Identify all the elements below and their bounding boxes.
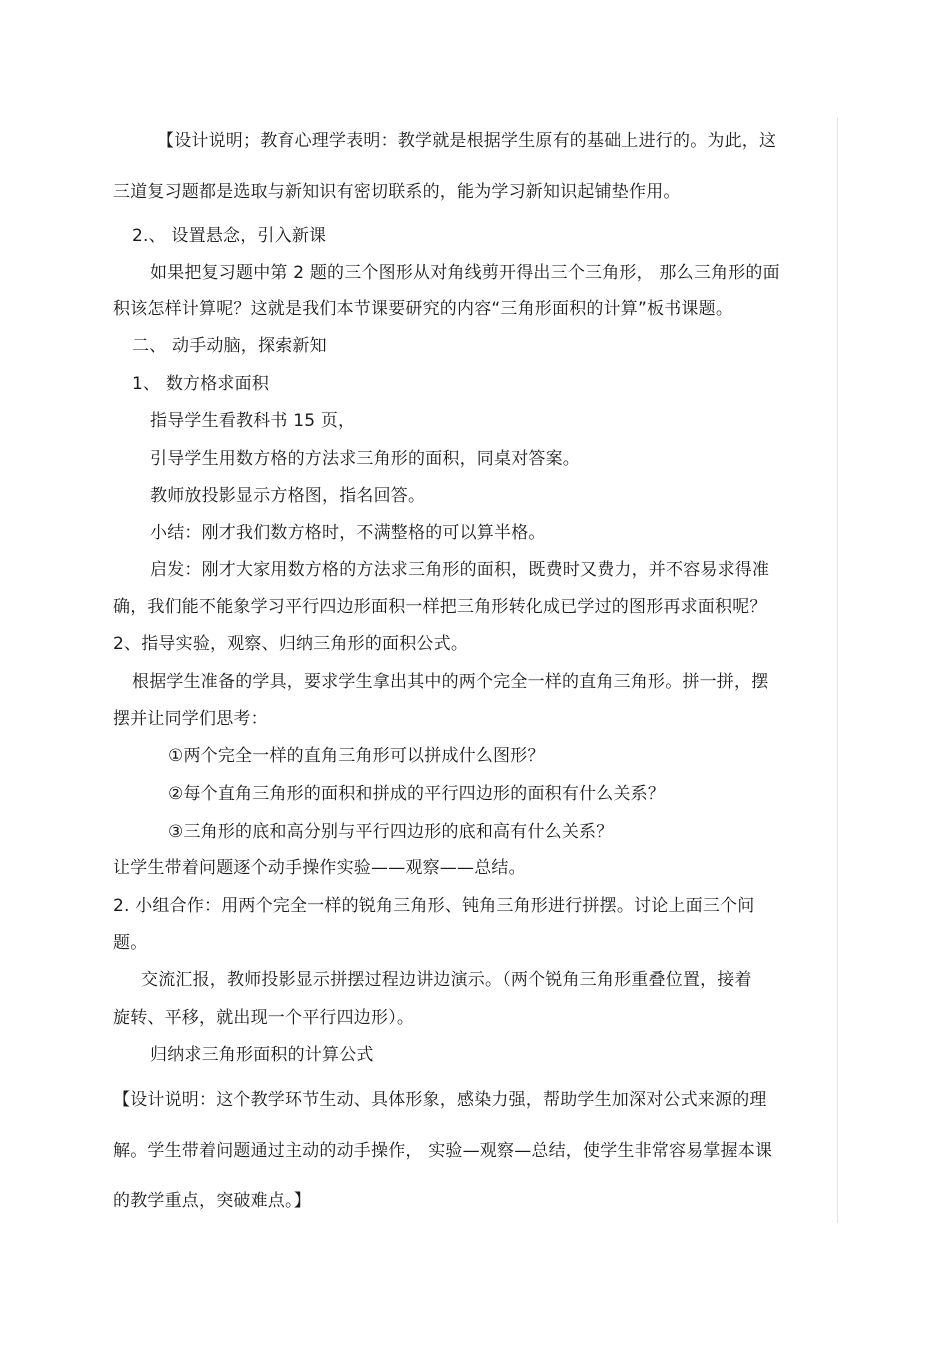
- section-heading-suspense: 2.、 设置悬念，引入新课: [132, 226, 327, 246]
- design-note-1-line-2: 三道复习题都是选取与新知识有密切联系的，能为学习新知识起铺垫作用。: [113, 182, 681, 202]
- paragraph-inspire-line-1: 启发：刚才大家用数方格的方法求三角形的面积，既费时又费力，并不容易求得准: [150, 560, 770, 580]
- paragraph-intro-line-1: 如果把复习题中第 2 题的三个图形从对角线剪开得出三个三角形， 那么三角形的面: [150, 263, 780, 283]
- design-note-2-line-2: 解。学生带着问题通过主动的动手操作， 实验—观察—总结，使学生非常容易掌握本课: [113, 1141, 773, 1161]
- subheading-experiment: 2、指导实验，观察、归纳三角形的面积公式。: [113, 634, 469, 654]
- question-2: ②每个直角三角形的面积和拼成的平行四边形的面积有什么关系？: [168, 784, 666, 804]
- design-note-2-line-1: 【设计说明：这个教学环节生动、具体形象，感染力强，帮助学生加深对公式来源的理: [113, 1090, 767, 1110]
- question-3: ③三角形的底和高分别与平行四边形的底和高有什么关系？: [168, 822, 614, 842]
- paragraph-group-line-2: 题。: [113, 933, 148, 953]
- paragraph-operate: 让学生带着问题逐个动手操作实验——观察——总结。: [113, 858, 526, 878]
- paragraph-guide: 引导学生用数方格的方法求三角形的面积，同桌对答案。: [150, 449, 580, 469]
- paragraph-report-line-1: 交流汇报，教师投影显示拼摆过程边讲边演示。（两个锐角三角形重叠位置，接着: [141, 970, 752, 990]
- subheading-count-squares: 1、 数方格求面积: [132, 374, 270, 394]
- margin-rule: [837, 118, 838, 1223]
- paragraph-formula: 归纳求三角形面积的计算公式: [150, 1045, 374, 1065]
- paragraph-projector: 教师放投影显示方格图，指名回答。: [150, 486, 426, 506]
- paragraph-report-line-2: 旋转、平移，就出现一个平行四边形）。: [113, 1008, 415, 1028]
- paragraph-textbook: 指导学生看教科书 15 页，: [150, 411, 356, 431]
- design-note-2-line-3: 的教学重点，突破难点。】: [113, 1191, 311, 1211]
- design-note-1-line-1: 【设计说明；教育心理学表明：教学就是根据学生原有的基础上进行的。为此，这: [157, 131, 777, 151]
- paragraph-intro-line-2: 积该怎样计算呢？这就是我们本节课要研究的内容“三角形面积的计算”板书课题。: [113, 299, 734, 319]
- question-1: ①两个完全一样的直角三角形可以拼成什么图形？: [168, 746, 545, 766]
- paragraph-materials-line-1: 根据学生准备的学具，要求学生拿出其中的两个完全一样的直角三角形。拼一拼，摆: [132, 672, 769, 692]
- paragraph-group-line-1: 2. 小组合作：用两个完全一样的锐角三角形、钝角三角形进行拼摆。讨论上面三个问: [113, 896, 755, 916]
- paragraph-materials-line-2: 摆并让同学们思考：: [113, 709, 268, 729]
- paragraph-summary: 小结：刚才我们数方格时，不满整格的可以算半格。: [150, 523, 546, 543]
- paragraph-inspire-line-2: 确，我们能不能象学习平行四边形面积一样把三角形转化成已学过的图形再求面积呢？: [113, 597, 767, 617]
- section-heading-explore: 二、 动手动脑，探索新知: [132, 336, 327, 356]
